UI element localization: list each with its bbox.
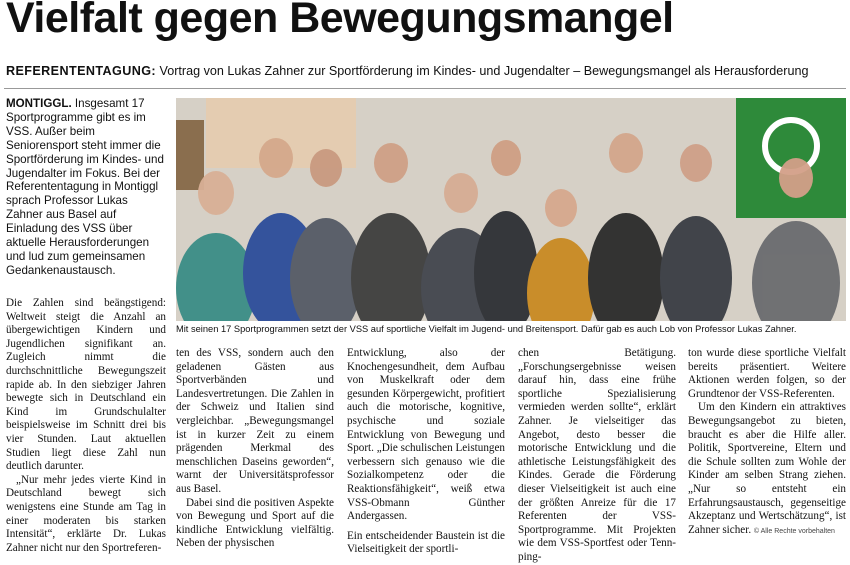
col5-paragraph-1: ton wurde diese sportliche Vielfalt bereits präsentiert. Weitere Aktionen werden folgen, so der Grundtenor der VSS-Referenten. — [688, 347, 846, 400]
group-photo-illustration — [176, 98, 846, 321]
headline: Vielfalt gegen Bewegungsmangel — [6, 0, 674, 42]
col2-paragraph-2: Dabei sind die positiven Aspekte von Bewegung und Sport auf die kindliche Entwicklung vielfältig. Neben der physischen — [176, 496, 334, 550]
col3-paragraph-2: Ein entscheidender Baustein ist die Vielseitigkeit der sportli- — [347, 529, 505, 556]
column-5 — [688, 347, 846, 538]
col5-paragraph-2 — [688, 401, 846, 538]
rights-note: © Alle Rechte vorbehalten — [753, 527, 835, 535]
lead-paragraph — [6, 97, 166, 278]
col1-paragraph-2: „Nur mehr jedes vierte Kind in Deutschland bewegt sich wenigstens eine Stunde am Tag in einer moderaten bis starken Intensität“, erklärte Dr. Lukas Zahner nicht nur den Sportreferen- — [6, 473, 166, 554]
col5-paragraph-2-text: Um den Kindern ein attraktives Bewegungsangebot zu bieten, braucht es aber die Hilfe aller. Politik, Sportvereine, Eltern und die Schule sollten zum Wohle der Kinder am selben Strang ziehen. „Nur so entsteht ein Erfahrungsaustausch, gegenseitige Akzeptanz und Wertschätzung“, ist Zahner sicher. — [688, 401, 846, 536]
subheadline-kicker: REFERENTENTAGUNG: — [6, 64, 156, 78]
column-2 — [176, 347, 334, 551]
column-4 — [518, 347, 676, 565]
col1-paragraph-1: Die Zahlen sind beängstigend: Weltweit steigt die Anzahl an übergewichtigen Kindern und Jugendlichen signifikant an. Zugleich nimmt die durchschnittliche Bewegungszeit rapide ab. In den siebziger Jahren bewegte sich in Deutschland ein Kind im Grundschulalter beispielsweise im Schnitt drei bis vier Stunden. Laut aktuellen Studien liegt diese Zahl nun deutlich darunter. — [6, 297, 166, 473]
subheadline-text: Vortrag von Lukas Zahner zur Sportförderung im Kindes- und Jugendalter – Bewegungsmangel als Herausforderung — [156, 64, 809, 78]
col2-paragraph-1: ten des VSS, sondern auch den geladenen Gästen aus Sportverbänden und Landesvertretungen. Die Zahlen in der Schweiz und Italien sind vergleichbar. „Bewegungsmangel ist in kurzer Zeit zu einem prägenden Merkmal des menschlichen Daseins geworden“, warnt der Universitätsprofessor aus Basel. — [176, 347, 334, 495]
group-photo — [176, 98, 846, 321]
photo-caption: Mit seinen 17 Sportprogrammen setzt der VSS auf sportliche Vielfalt im Jugend- und Breitensport. Dafür gab es auch Lob von Professor Lukas Zahner. — [176, 324, 797, 334]
subheadline — [6, 64, 848, 78]
col3-paragraph-1: Entwicklung, also der Knochengesundheit, dem Aufbau von Muskelkraft oder dem gesunden Körpergewicht, profitiert auch die motorische, kognitive, psychische und soziale Entwicklung von Bewegung und Sport. „Die schulischen Leistungen verbessern sich genauso wie die Sozialkompetenz oder die Reaktionsfähigkeit“, weiß etwa VSS-Obmann Günther Andergassen. — [347, 347, 505, 523]
col4-paragraph-1: chen Betätigung. „Forschungsergebnisse weisen darauf hin, dass eine frühe sportliche Spezialisierung vermieden werden sollte“, erklärt Zahner. Je vielseitiger das Angebot, desto besser die motorische Entwicklung und die athletische Leistungsfähigkeit des Kindes. Gerade die Förderung dieser Vielseitigkeit ist auch eine der größten Anreize für die 17 Referenten der VSS-Sportprogramme. Mit Projekten wie dem VSS-Sportfest oder Tenn-ping- — [518, 347, 676, 563]
column-1 — [6, 297, 166, 555]
lead-text: Insgesamt 17 Sportprogramme gibt es im VSS. Außer beim Seniorensport steht immer die Sportförderung im Kindes- und Jugendalter im Fokus. Bei der Referententagung in Montiggl sprach Professor Lukas Zahner aus Basel auf Einladung des VSS über aktuelle Herausforderungen und lud zum gemeinsamen Gedankenaustausch. — [6, 97, 164, 277]
column-3 — [347, 347, 505, 557]
headline-rule — [4, 88, 846, 89]
dateline: MONTIGGL. — [6, 97, 72, 110]
